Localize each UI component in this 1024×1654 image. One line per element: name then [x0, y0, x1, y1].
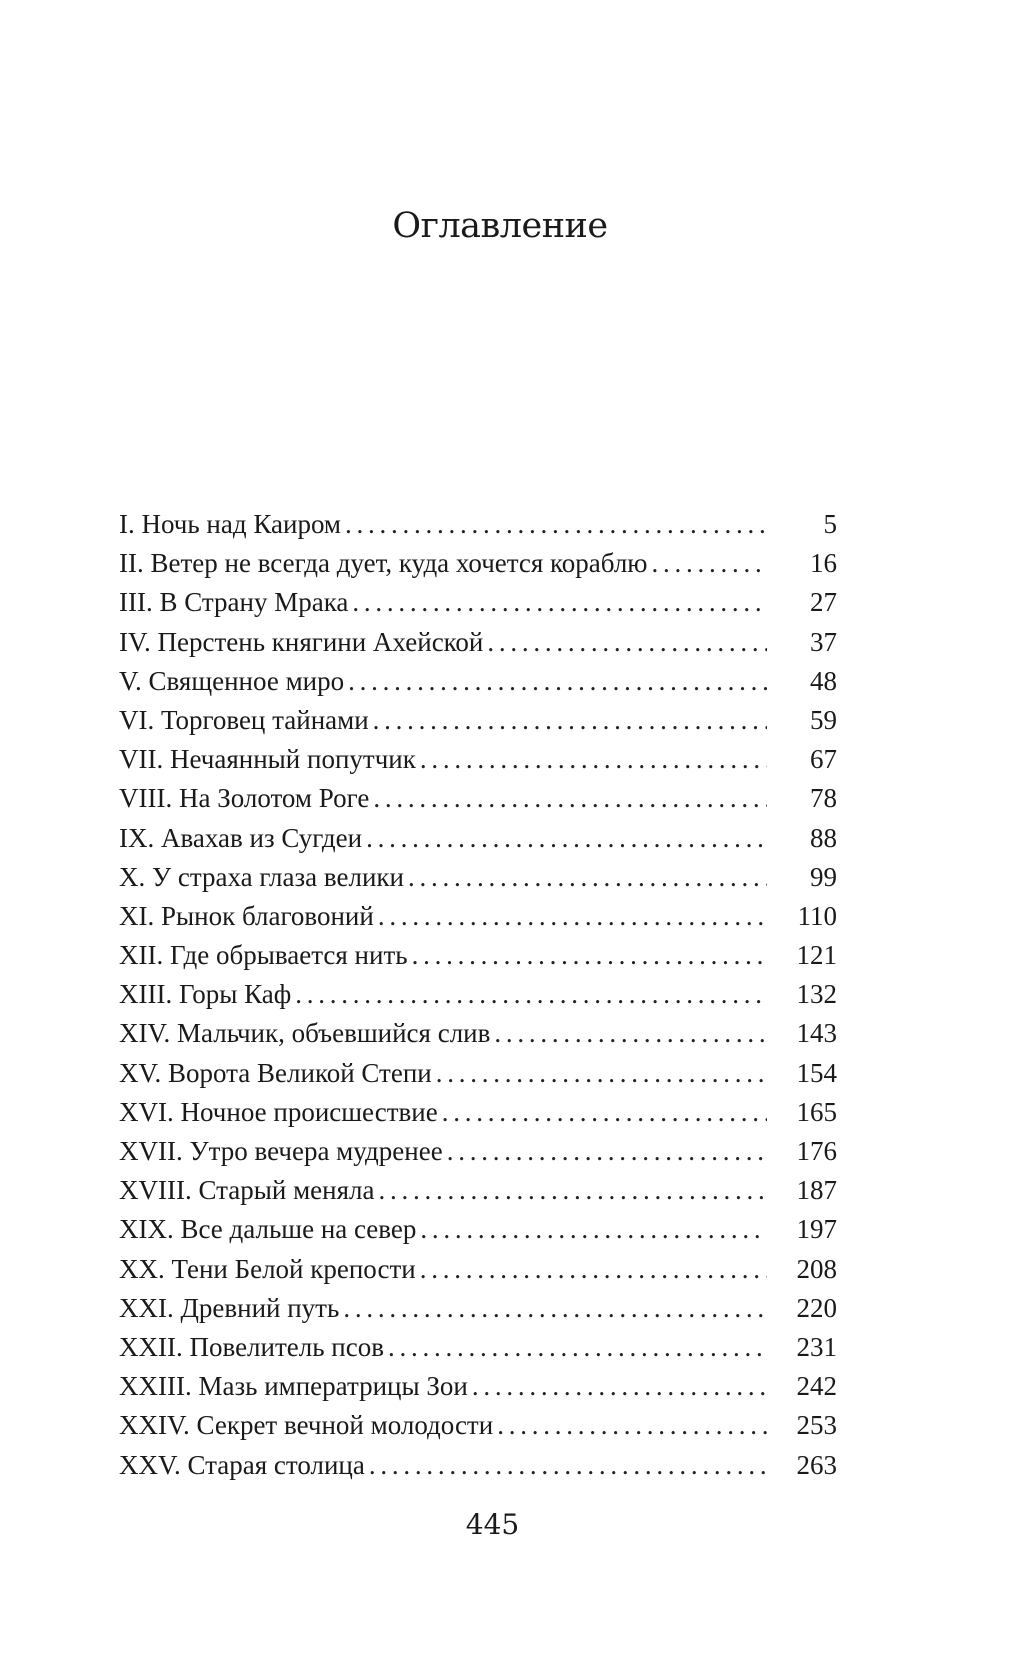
dot-leader	[378, 897, 767, 936]
toc-entry[interactable]	[119, 740, 837, 779]
toc-entry-page: 5	[823, 509, 837, 539]
dot-leader	[388, 1328, 767, 1367]
toc-entry-title: XXV. Старая столица	[119, 1449, 365, 1480]
page-number: 445	[465, 1508, 520, 1541]
dot-leader	[345, 505, 767, 544]
toc-entry[interactable]	[119, 662, 837, 701]
toc-entry-title: XIX. Все дальше на север	[119, 1214, 417, 1245]
toc-entry-page: 67	[810, 744, 837, 775]
toc-entry-page: 110	[797, 900, 837, 931]
dot-leader	[295, 975, 767, 1014]
toc-entry-title: XI. Рынок благовоний	[119, 900, 374, 931]
toc-entry-page: 231	[796, 1331, 837, 1362]
toc-entry[interactable]	[119, 1132, 837, 1171]
toc-entry-page: 59	[810, 704, 837, 735]
toc-entry-title: XV. Ворота Великой Степи	[119, 1057, 432, 1088]
dot-leader	[487, 623, 767, 662]
toc-entry-page: 143	[796, 1018, 837, 1049]
dot-leader	[412, 936, 767, 975]
dot-leader	[408, 858, 767, 897]
toc-entry[interactable]	[119, 1328, 837, 1367]
toc-entry-title: XX. Тени Белой крепости	[119, 1253, 416, 1284]
toc-entry-page: 220	[796, 1292, 837, 1323]
dot-leader	[369, 1446, 767, 1485]
toc-entry[interactable]	[119, 1367, 837, 1406]
toc-entry[interactable]	[119, 544, 837, 583]
toc-entry-page: 263	[796, 1449, 837, 1480]
toc-entry[interactable]	[119, 1406, 837, 1445]
dot-leader	[373, 779, 767, 818]
toc-entry[interactable]	[119, 505, 837, 544]
dot-leader	[651, 544, 767, 583]
toc-entry-page: 37	[810, 626, 837, 657]
dot-leader	[497, 1406, 767, 1445]
toc-entry-title: XVIII. Старый меняла	[119, 1175, 375, 1206]
toc-entry[interactable]	[119, 701, 837, 740]
dot-leader	[343, 1289, 767, 1328]
toc-entry-page: 176	[796, 1136, 837, 1166]
toc-entry-page: 48	[810, 665, 837, 696]
toc-entry[interactable]	[119, 1210, 837, 1249]
toc-entry-title: XIV. Мальчик, объевшийся слив	[119, 1018, 491, 1049]
toc-entry-title: XXI. Древний путь	[119, 1292, 340, 1323]
dot-leader	[420, 1210, 767, 1249]
toc-entry-page: 121	[796, 940, 837, 971]
toc-entry[interactable]	[119, 897, 837, 936]
toc-entry-title: VI. Торговец тайнами	[119, 704, 369, 735]
toc-entry-title: III. В Страну Мрака	[119, 587, 349, 618]
dot-leader	[366, 819, 767, 858]
toc-entry-page: 187	[796, 1175, 837, 1206]
page-title: Оглавление	[392, 206, 608, 246]
toc-entry-title: V. Священное миро	[119, 665, 345, 696]
toc-entry-page: 132	[796, 979, 837, 1010]
toc-entry-title: I. Ночь над Каиром	[119, 509, 342, 539]
toc-entry-title: IX. Авахав из Сугдеи	[119, 822, 363, 853]
toc-entry-title: IV. Перстень княгини Ахейской	[119, 626, 484, 657]
toc-entry-title: II. Ветер не всегда дует, куда хочется кораблю	[119, 548, 648, 579]
dot-leader	[436, 1054, 767, 1093]
dot-leader	[447, 1132, 767, 1171]
toc-entry[interactable]	[119, 1093, 837, 1132]
dot-leader	[494, 1014, 767, 1053]
dot-leader	[420, 740, 767, 779]
toc-entry-page: 154	[796, 1057, 837, 1088]
toc-entry-page: 78	[810, 783, 837, 814]
toc-entry-page: 208	[796, 1253, 837, 1284]
toc-entry[interactable]	[119, 975, 837, 1014]
toc-entry-title: XXIV. Секрет вечной молодости	[119, 1410, 494, 1441]
dot-leader	[352, 583, 767, 622]
toc-entry-title: XXII. Повелитель псов	[119, 1331, 384, 1362]
toc-entry-page: 165	[796, 1096, 837, 1127]
toc-entry[interactable]	[119, 1171, 837, 1210]
toc-entry-page: 242	[796, 1371, 837, 1402]
toc-entry-title: XVII. Утро вечера мудренее	[119, 1136, 443, 1166]
dot-leader	[472, 1367, 767, 1406]
toc-entry[interactable]	[119, 1446, 837, 1485]
toc-entry-title: XII. Где обрывается нить	[119, 940, 408, 971]
toc-entry-title: XIII. Горы Каф	[119, 979, 292, 1010]
toc-entry-title: XVI. Ночное происшествие	[119, 1096, 438, 1127]
dot-leader	[373, 701, 767, 740]
toc-entry[interactable]	[119, 936, 837, 975]
toc-entry[interactable]	[119, 858, 837, 897]
toc-entry-page: 88	[810, 822, 837, 853]
table-of-contents	[119, 505, 837, 1485]
toc-entry[interactable]	[119, 1289, 837, 1328]
toc-entry-page: 27	[810, 587, 837, 618]
toc-entry[interactable]	[119, 583, 837, 622]
dot-leader	[442, 1093, 767, 1132]
toc-entry[interactable]	[119, 1054, 837, 1093]
dot-leader	[420, 1250, 767, 1289]
toc-entry[interactable]	[119, 819, 837, 858]
dot-leader	[378, 1171, 767, 1210]
dot-leader	[348, 662, 767, 701]
toc-entry-title: X. У страха глаза велики	[119, 861, 404, 892]
toc-entry-page: 197	[796, 1214, 837, 1245]
toc-entry-page: 253	[796, 1410, 837, 1441]
toc-entry[interactable]	[119, 623, 837, 662]
toc-entry[interactable]	[119, 779, 837, 818]
toc-entry-page: 16	[810, 548, 837, 579]
toc-entry[interactable]	[119, 1014, 837, 1053]
toc-entry[interactable]	[119, 1250, 837, 1289]
toc-entry-page: 99	[810, 861, 837, 892]
toc-entry-title: XXIII. Мазь императрицы Зои	[119, 1371, 468, 1402]
toc-entry-title: VIII. На Золотом Роге	[119, 783, 370, 814]
toc-entry-title: VII. Нечаянный попутчик	[119, 744, 416, 775]
